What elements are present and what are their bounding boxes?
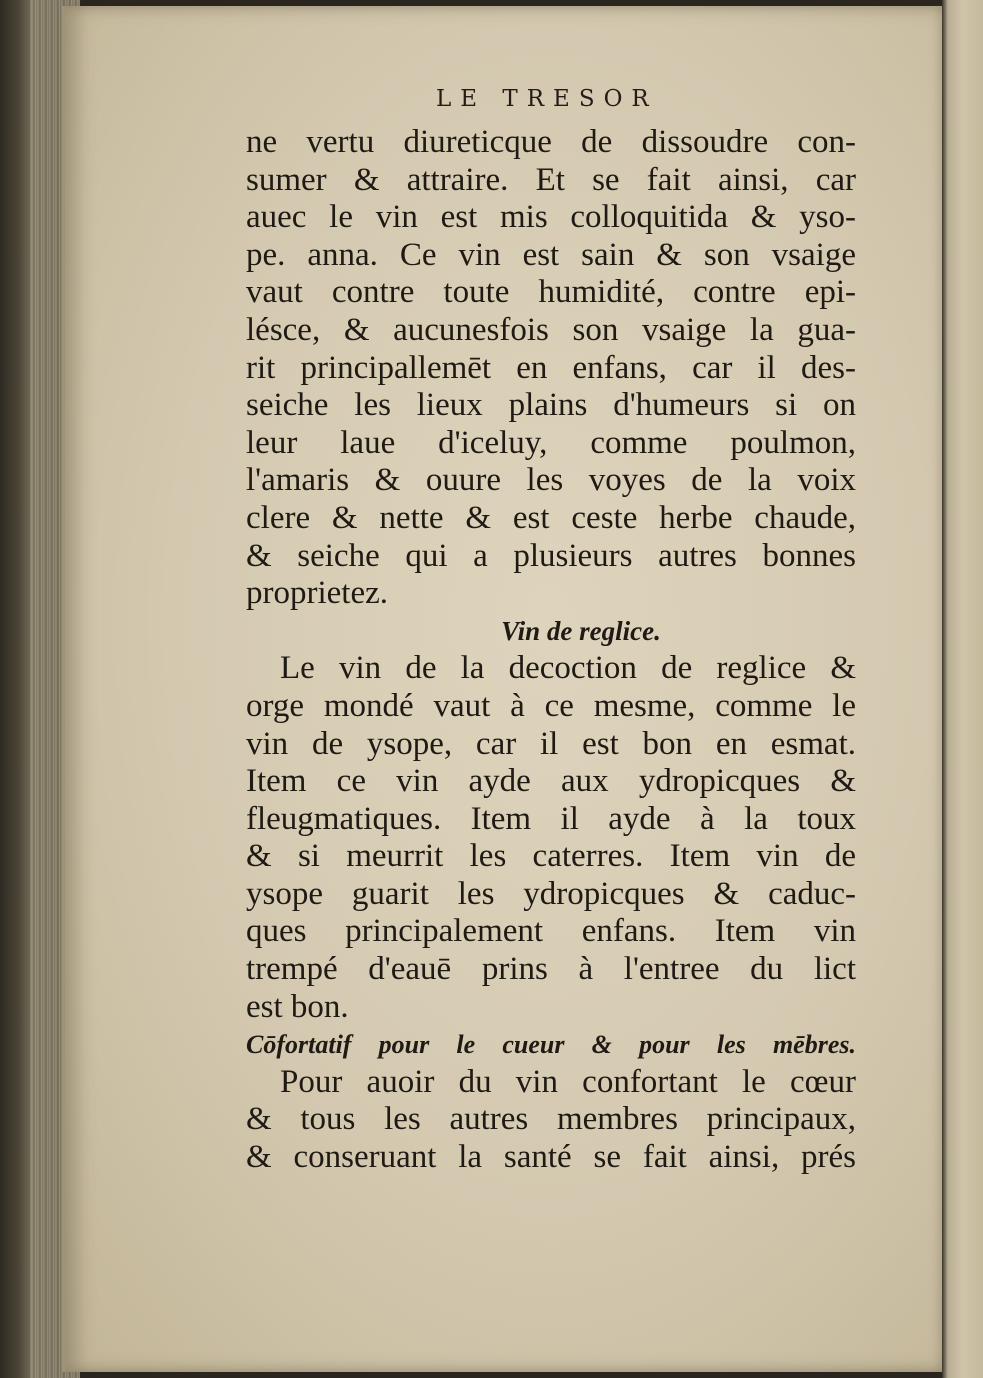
- text-line: & tous les autres membres principaux,: [246, 1101, 856, 1138]
- text-line: ques principalement enfans. Item vin: [246, 913, 856, 950]
- text-line: orge mondé vaut à ce mesme, comme le: [246, 687, 856, 724]
- text-line: l'amaris & ouure les voyes de la voix: [246, 462, 856, 499]
- text-line: fleugmatiques. Item il ayde à la toux: [246, 800, 856, 837]
- text-line: seiche les lieux plains d'humeurs si on: [246, 387, 856, 424]
- section-heading: Vin de reglice.: [501, 615, 661, 646]
- text-line: trempé d'eauē prins à l'entree du lict: [246, 951, 856, 988]
- text-line: est bon.: [246, 988, 349, 1025]
- section-heading: Cōfortatif pour le cueur & pour les mēbres.: [246, 1030, 856, 1060]
- text-line: Pour auoir du vin confortant le cœur: [280, 1063, 856, 1100]
- text-line: rit principallemēt en enfans, car il des-: [246, 349, 856, 386]
- text-line: leur laue d'iceluy, comme poulmon,: [246, 424, 856, 461]
- section-comforting: [246, 1026, 856, 1176]
- text-line: & conseruant la santé se fait ainsi, prés: [246, 1139, 856, 1176]
- text-line: Item ce vin ayde aux ydropicques &: [246, 763, 856, 800]
- section-wine-hyssop: [246, 124, 856, 613]
- text-line: proprietez.: [246, 575, 389, 612]
- text-line: clere & nette & est ceste herbe chaude,: [246, 499, 856, 536]
- text-line: pe. anna. Ce vin est sain & son vsaige: [246, 236, 856, 273]
- text-line: Le vin de la decoction de reglice &: [280, 650, 856, 687]
- running-head: LE TRESOR: [436, 86, 658, 112]
- page-text: [246, 124, 856, 1177]
- text-line: ysope guarit les ydropicques & caduc-: [246, 875, 856, 912]
- text-line: & seiche qui a plusieurs autres bonnes: [246, 537, 856, 574]
- text-line: lésce, & aucunesfois son vsaige la gua-: [246, 311, 856, 348]
- text-line: & si meurrit les caterres. Item vin de: [246, 838, 856, 875]
- facing-page-edge: [942, 0, 983, 1378]
- text-line: sumer & attraire. Et se fait ainsi, car: [246, 161, 856, 198]
- text-line: vin de ysope, car il est bon en esmat.: [246, 725, 856, 762]
- section-wine-licorice: [246, 613, 856, 1027]
- text-line: vaut contre toute humidité, contre epi-: [246, 274, 856, 311]
- text-line: ne vertu diureticque de dissoudre con-: [246, 124, 856, 160]
- text-line: auec le vin est mis colloquitida & yso-: [246, 199, 856, 236]
